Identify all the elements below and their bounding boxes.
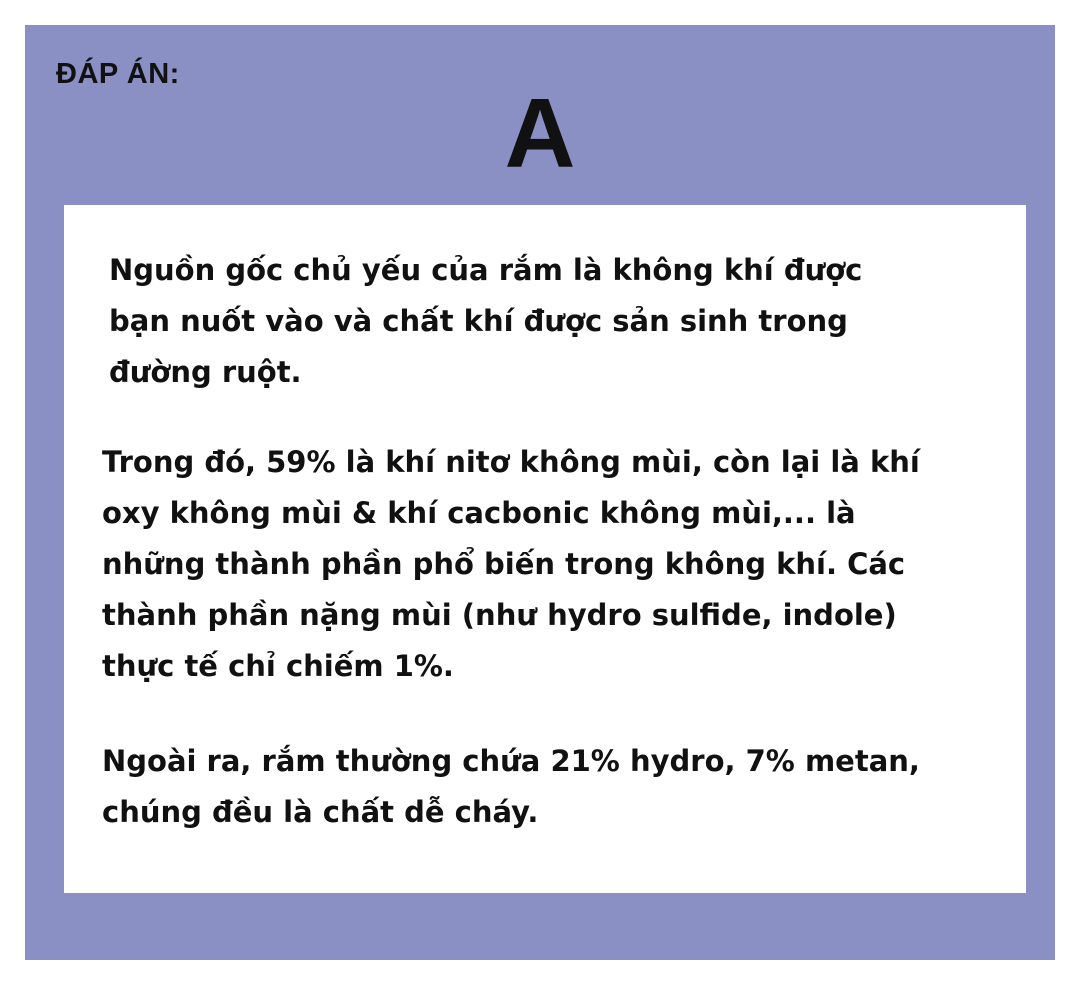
text-line: bạn nuốt vào và chất khí được sản sinh trong	[109, 304, 848, 338]
explanation-card	[64, 205, 1026, 893]
answer-label: ĐÁP ÁN:	[56, 58, 180, 90]
text-line: những thành phần phổ biến trong không khí. Các	[102, 547, 906, 581]
text-line: thành phần nặng mùi (như hydro sulfide, indole)	[102, 598, 897, 632]
text-line: oxy không mùi & khí cacbonic không mùi,... là	[102, 496, 856, 530]
answer-letter: A	[504, 78, 576, 188]
text-line: chúng đều là chất dễ cháy.	[102, 795, 539, 829]
text-line: thực tế chỉ chiếm 1%.	[102, 649, 454, 683]
paragraph-origin	[109, 245, 862, 398]
text-line: Ngoài ra, rắm thường chứa 21% hydro, 7% metan,	[102, 744, 920, 778]
text-line: đường ruột.	[109, 355, 302, 389]
text-line: Trong đó, 59% là khí nitơ không mùi, còn lại là khí	[102, 445, 920, 479]
paragraph-flammable	[102, 736, 920, 838]
paragraph-composition	[102, 437, 920, 692]
text-line: Nguồn gốc chủ yếu của rắm là không khí được	[109, 253, 863, 287]
